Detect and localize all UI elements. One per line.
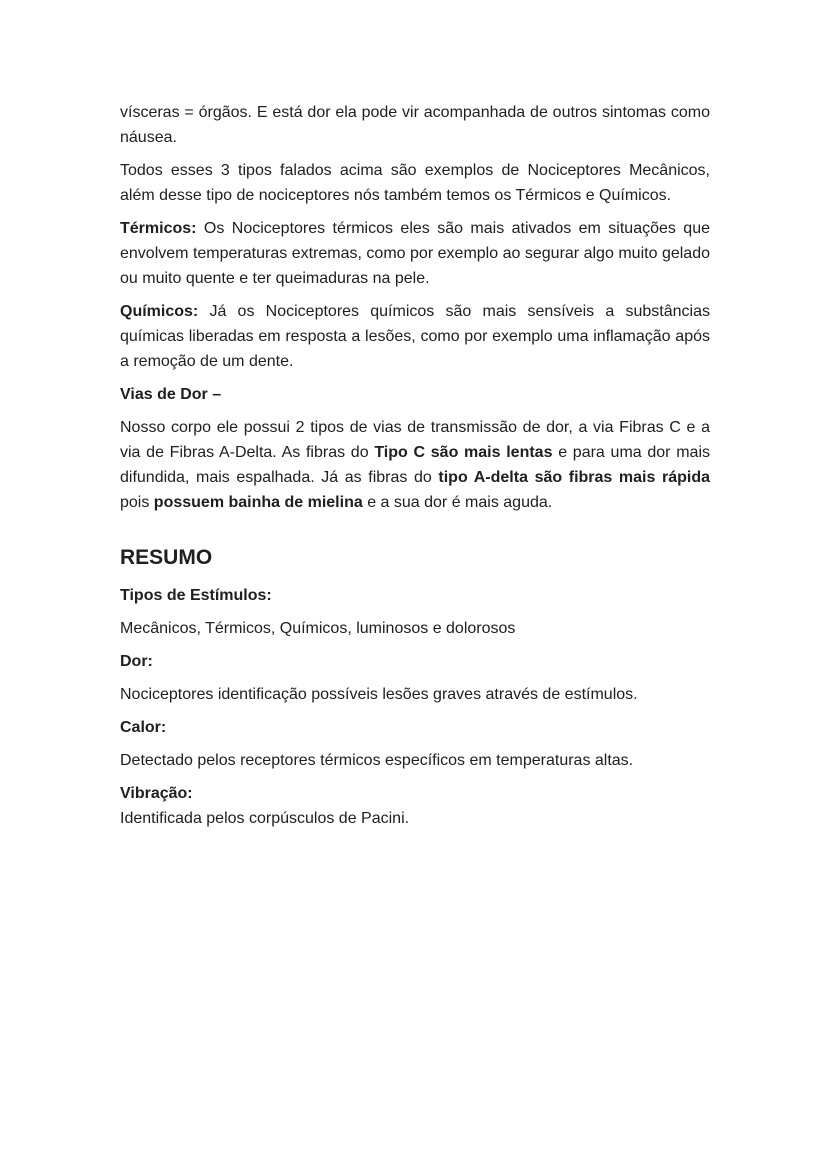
vias-run-1: Nosso corpo ele possui 2 tipos de vias de transmissão de dor, a via Fibras C e a via de Fibras A-Delta. As fibras do — [120, 419, 710, 461]
paragraph-termicos — [120, 216, 710, 291]
vias-bold-a-delta: tipo A-delta são fibras mais rápida — [438, 469, 710, 486]
vias-run-3: pois — [120, 494, 154, 511]
resumo-text-tipos-de-estimulos: Mecânicos, Térmicos, Químicos, luminosos e dolorosos — [120, 620, 516, 637]
heading-vias-de-dor: Vias de Dor – — [120, 386, 222, 403]
termicos-label: Térmicos: — [120, 220, 197, 237]
resumo-text-dor: Nociceptores identificação possíveis lesões graves através de estímulos. — [120, 686, 638, 703]
quimicos-label: Químicos: — [120, 303, 199, 320]
paragraph-quimicos — [120, 299, 710, 374]
heading-resumo: RESUMO — [120, 546, 213, 569]
vias-bold-tipo-c: Tipo C são mais lentas — [374, 444, 553, 461]
vias-run-4: e a sua dor é mais aguda. — [362, 494, 553, 511]
resumo-block-vibracao — [120, 781, 710, 831]
resumo-label-calor: Calor: — [120, 719, 167, 736]
resumo-text-vibracao: Identificada pelos corpúsculos de Pacini. — [120, 810, 410, 827]
resumo-label-dor: Dor: — [120, 653, 153, 670]
vias-run-2: e para uma dor mais difundida, mais espalhada. Já as fibras do — [120, 444, 710, 486]
resumo-text-calor: Detectado pelos receptores térmicos específicos em temperaturas altas. — [120, 752, 634, 769]
paragraph-vias-de-dor — [120, 415, 710, 515]
termicos-text: Os Nociceptores térmicos eles são mais ativados em situações que envolvem temperaturas extremas, como por exemplo ao segurar algo muito gelado ou muito quente e ter queimaduras na pele. — [120, 220, 710, 287]
resumo-label-tipos-de-estimulos: Tipos de Estímulos: — [120, 587, 272, 604]
paragraph-todos-tipos: Todos esses 3 tipos falados acima são exemplos de Nociceptores Mecânicos, além desse tipo de nociceptores nós também temos os Térmicos e Químicos. — [120, 162, 710, 204]
quimicos-text: Já os Nociceptores químicos são mais sensíveis a substâncias químicas liberadas em resposta a lesões, como por exemplo uma inflamação após a remoção de um dente. — [120, 303, 710, 370]
paragraph-visceras: vísceras = órgãos. E está dor ela pode vir acompanhada de outros sintomas como náusea. — [120, 104, 710, 146]
vias-bold-mielina: possuem bainha de mielina — [153, 494, 363, 511]
resumo-label-vibracao: Vibração: — [120, 785, 193, 802]
